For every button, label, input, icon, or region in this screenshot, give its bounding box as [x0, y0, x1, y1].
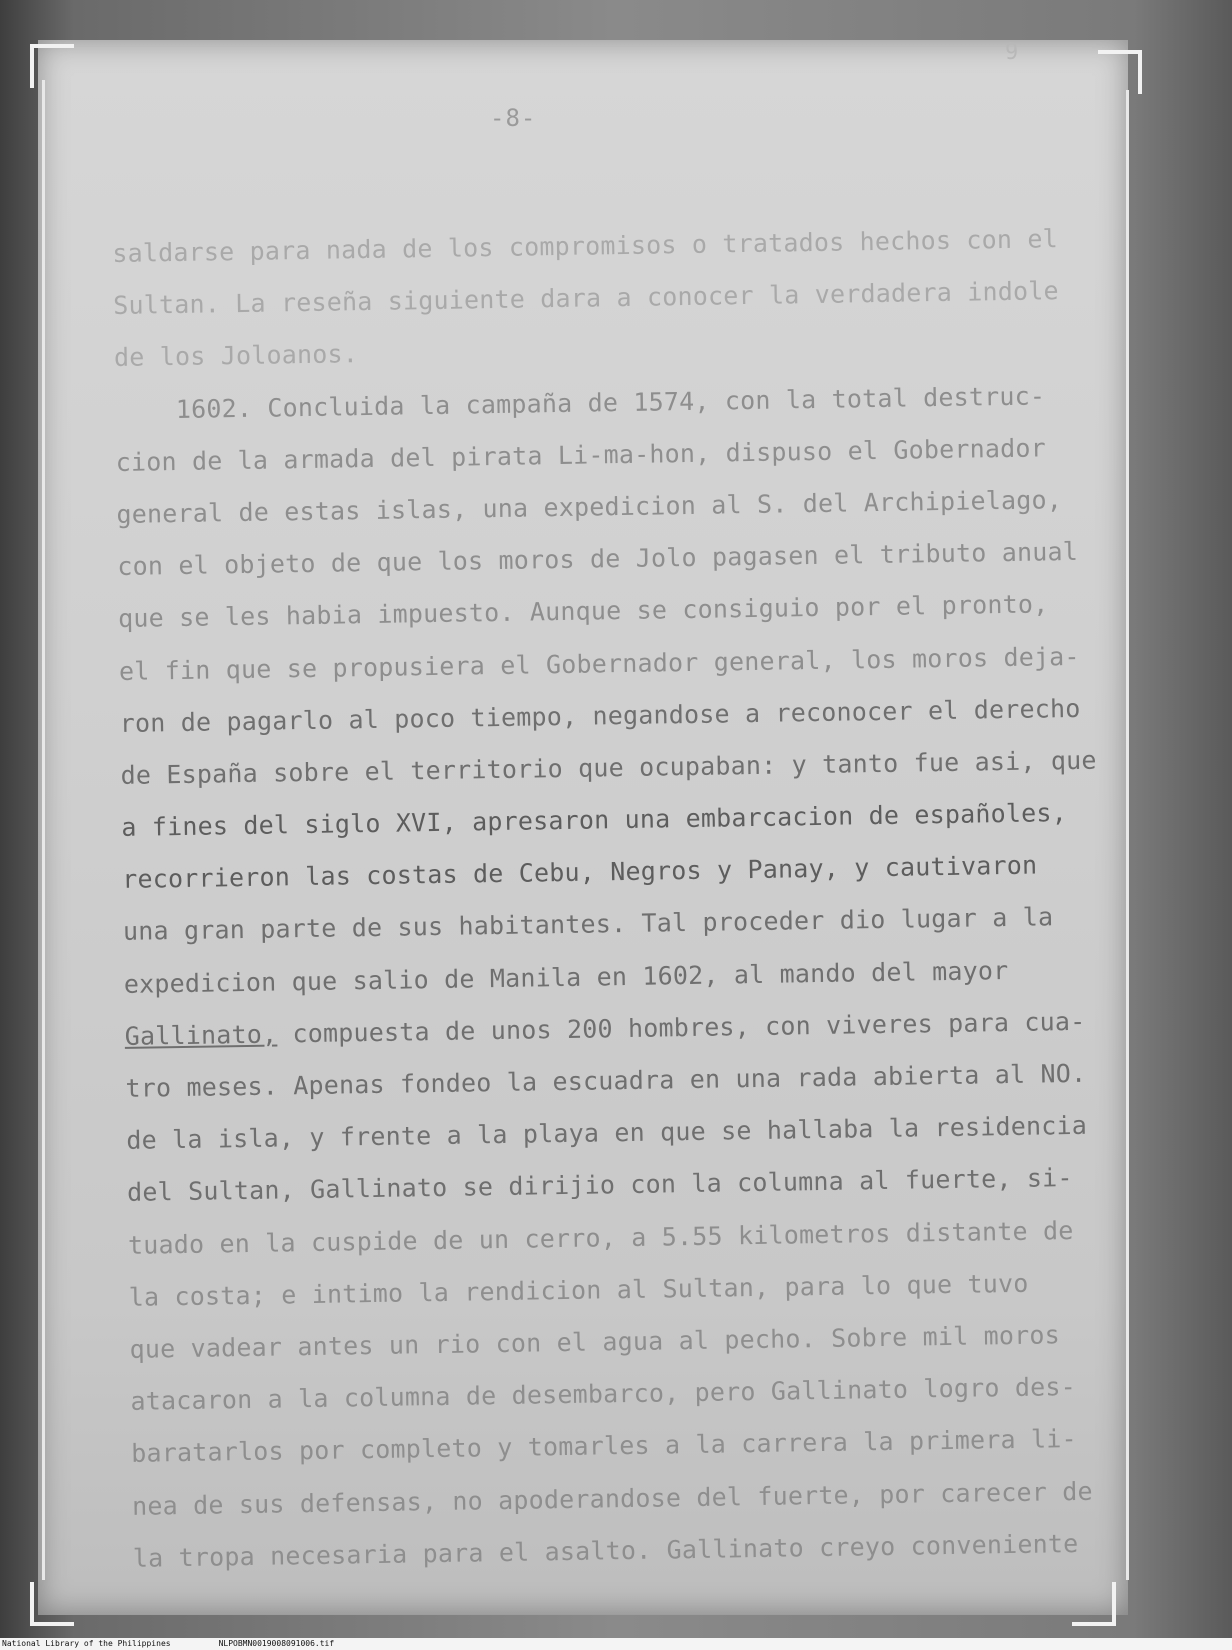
text-line-rest: compuesta de unos 200 hombres, con viveres para cua-	[276, 1006, 1086, 1049]
library-name: National Library of the Philippines	[2, 1639, 171, 1648]
text-line: general de estas islas, una expedicion al S. del Archipielago,	[116, 485, 1063, 529]
text-line: tuado en la cuspide de un cerro, a 5.55 kilometros distante de	[127, 1215, 1074, 1260]
text-line: baratarlos por completo y tomarles a la carrera la primera li-	[131, 1424, 1077, 1469]
text-line: atacaron a la columna de desembarco, pero Gallinato logro des-	[130, 1372, 1077, 1416]
text-line: de los Joloanos.	[113, 339, 359, 373]
text-line: a fines del siglo XVI, apresaron una embarcacion de españoles,	[121, 798, 1068, 842]
text-line: la costa; e intimo la rendicion al Sultan, para lo que tuvo	[128, 1268, 1029, 1312]
text-line: el fin que se propusiera el Gobernador general, los moros deja-	[118, 641, 1080, 686]
corner-mark: 9	[1005, 40, 1019, 65]
text-line: ron de pagarlo al poco tiempo, negandose a reconocer el derecho	[119, 693, 1081, 738]
page-edge-right	[1126, 90, 1129, 1580]
text-line: nea de sus defensas, no apoderandose del fuerte, por carecer de	[131, 1476, 1094, 1521]
text-line: la tropa necesaria para el asalto. Gallinato creyo conveniente	[132, 1528, 1079, 1573]
text-line: del Sultan, Gallinato se dirijio con la columna al fuerte, si-	[126, 1163, 1073, 1208]
text-line: Sultan. La reseña siguiente dara a conocer la verdadera indole	[112, 276, 1059, 321]
text-line: recorrieron las costas de Cebu, Negros y Panay, y cautivaron	[122, 850, 1038, 895]
crop-mark-bottom-right	[1072, 1582, 1116, 1626]
file-name: NLPOBMN0019008091006.tif	[218, 1639, 335, 1648]
text-line: de España sobre el territorio que ocupaban: y tanto fue asi, que	[120, 745, 1097, 790]
text-line: de la isla, y frente a la playa en que se hallaba la residencia	[126, 1110, 1088, 1156]
scan-footer	[0, 1638, 1232, 1650]
text-line: que vadear antes un rio con el agua al pecho. Sobre mil moros	[129, 1320, 1061, 1364]
text-line: que se les habia impuesto. Aunque se consiguio por el pronto,	[117, 589, 1049, 634]
crop-mark-top-left	[30, 44, 74, 88]
typed-text-body	[112, 213, 1097, 1585]
underlined-name: Gallinato,	[124, 1019, 278, 1051]
page-number: -8-	[490, 104, 537, 132]
text-line: una gran parte de sus habitantes. Tal proceder dio lugar a la	[122, 902, 1054, 947]
text-line: saldarse para nada de los compromisos o tratados hechos con el	[112, 224, 1059, 268]
text-line: expedicion que salio de Manila en 1602, al mando del mayor	[123, 955, 1009, 999]
text-line: tro meses. Apenas fondeo la escuadra en una rada abierta al NO.	[125, 1058, 1087, 1103]
text-line: con el objeto de que los moros de Jolo pagasen el tributo anual	[117, 536, 1079, 582]
text-line: 1602. Concluida la campaña de 1574, con la total destruc-	[114, 380, 1046, 425]
crop-mark-top-right	[1098, 50, 1142, 94]
crop-mark-bottom-left	[30, 1582, 74, 1626]
page-edge-left	[42, 80, 45, 1580]
text-line: cion de la armada del pirata Li-ma-hon, dispuso el Gobernador	[115, 433, 1047, 477]
